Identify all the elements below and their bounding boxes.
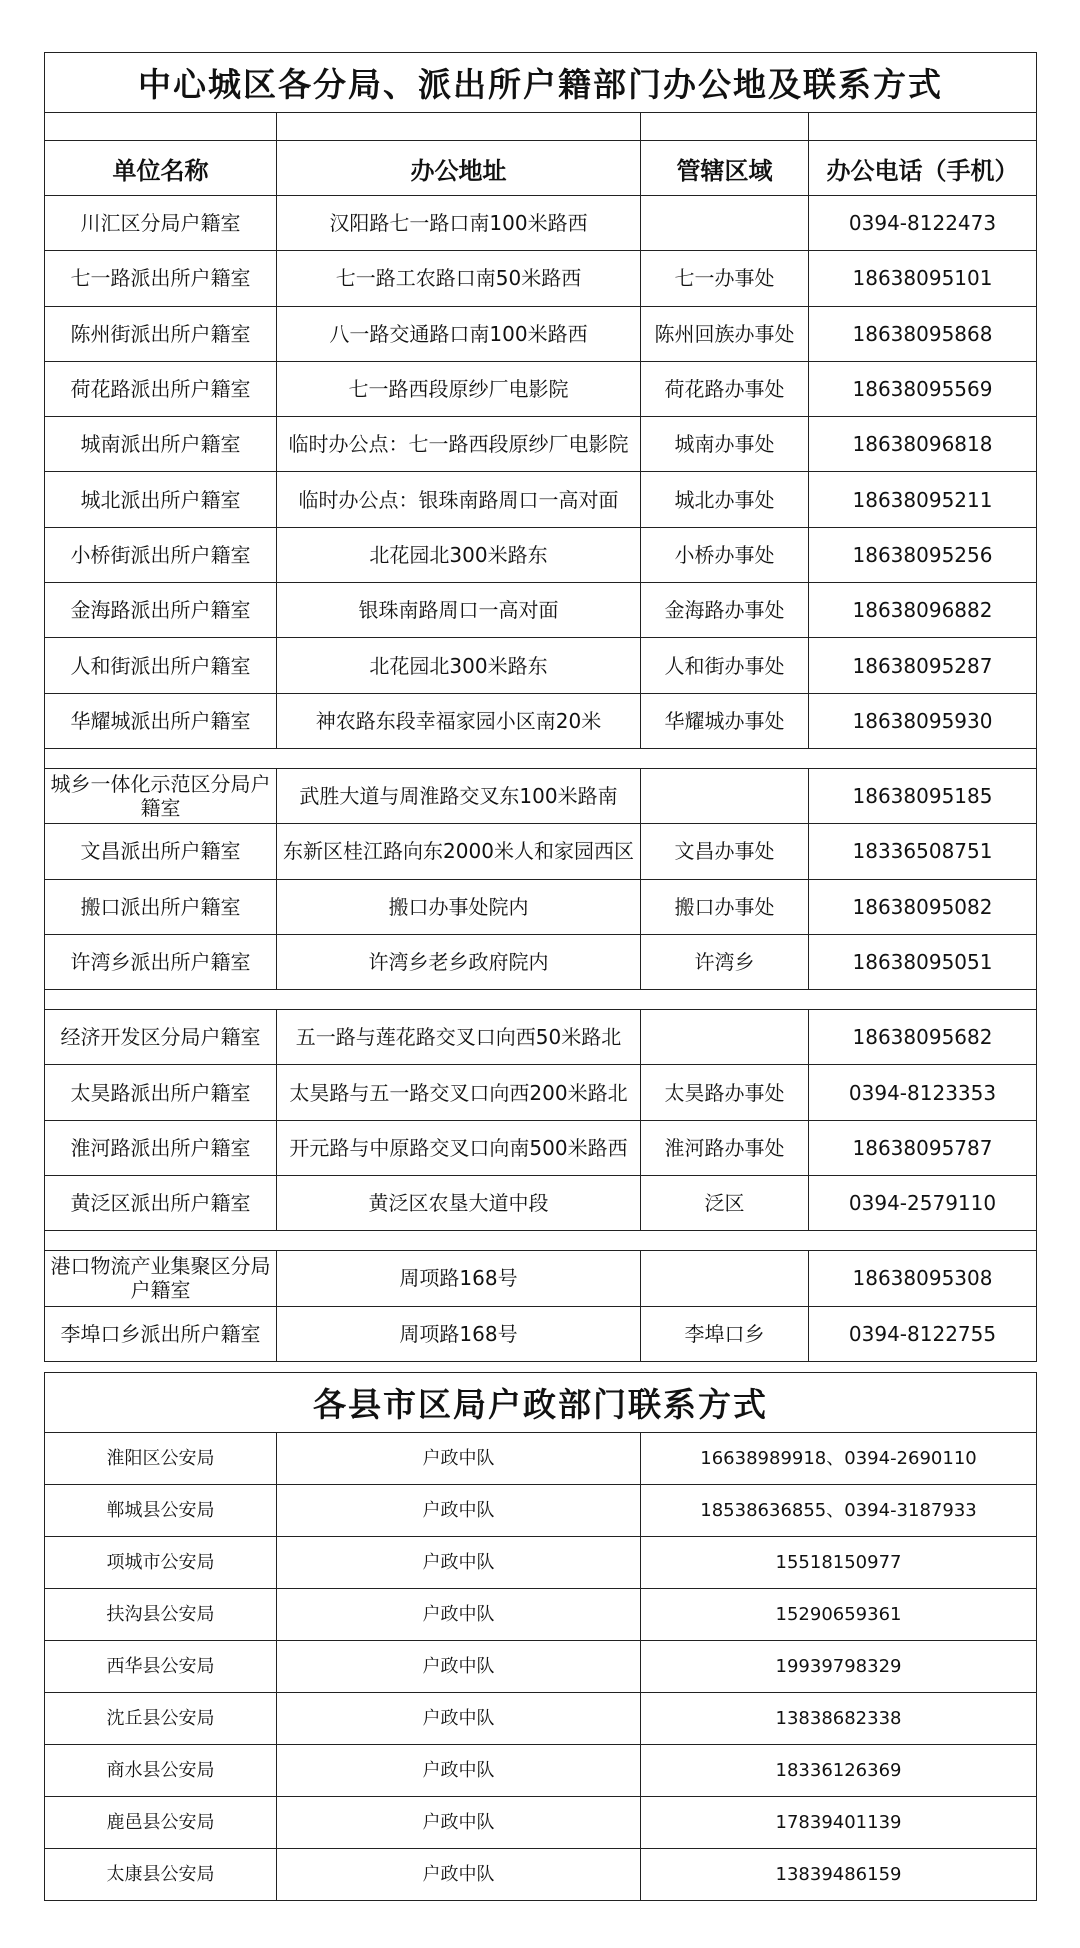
table-row	[45, 1120, 1037, 1175]
cell-unit-name: 黄泛区派出所户籍室	[45, 1176, 277, 1231]
table-row	[45, 306, 1037, 361]
cell-phone: 0394-8123353	[809, 1065, 1037, 1120]
cell-address: 许湾乡老乡政府院内	[277, 934, 641, 989]
table-row	[45, 583, 1037, 638]
cell-phone: 18638095569	[809, 361, 1037, 416]
cell-agency-name: 郸城县公安局	[45, 1485, 277, 1537]
cell-phone: 18638095787	[809, 1120, 1037, 1175]
cell-unit-name: 许湾乡派出所户籍室	[45, 934, 277, 989]
cell-address: 东新区桂江路向东2000米人和家园西区	[277, 824, 641, 879]
table-row	[45, 1251, 1037, 1306]
cell-department: 户政中队	[277, 1693, 641, 1745]
cell-area: 搬口办事处	[641, 879, 809, 934]
cell-department: 户政中队	[277, 1589, 641, 1641]
cell-unit-name: 城北派出所户籍室	[45, 472, 277, 527]
cell-phone: 16638989918、0394-2690110	[641, 1433, 1037, 1485]
cell-address: 五一路与莲花路交叉口向西50米路北	[277, 1010, 641, 1065]
group-separator	[45, 1231, 1037, 1251]
cell-address: 周项路168号	[277, 1251, 641, 1306]
household-office-table	[44, 52, 1037, 1362]
cell-phone: 18336508751	[809, 824, 1037, 879]
cell-area: 李埠口乡	[641, 1306, 809, 1361]
cell-address: 黄泛区农垦大道中段	[277, 1176, 641, 1231]
cell-agency-name: 西华县公安局	[45, 1641, 277, 1693]
table2-title: 各县市区局户政部门联系方式	[45, 1373, 1037, 1433]
table-row	[45, 1537, 1037, 1589]
cell-unit-name: 金海路派出所户籍室	[45, 583, 277, 638]
table-row	[45, 934, 1037, 989]
cell-address: 临时办公点：银珠南路周口一高对面	[277, 472, 641, 527]
cell-address: 北花园北300米路东	[277, 527, 641, 582]
cell-phone: 18638096818	[809, 417, 1037, 472]
table-row	[45, 1306, 1037, 1361]
cell-area: 淮河路办事处	[641, 1120, 809, 1175]
cell-phone: 18638095682	[809, 1010, 1037, 1065]
cell-phone: 18638095930	[809, 693, 1037, 748]
cell-area: 人和街办事处	[641, 638, 809, 693]
table-row	[45, 1485, 1037, 1537]
county-household-table	[44, 1372, 1037, 1901]
cell-area	[641, 196, 809, 251]
table-row	[45, 1065, 1037, 1120]
cell-address: 武胜大道与周淮路交叉东100米路南	[277, 768, 641, 823]
header-phone: 办公电话（手机）	[809, 141, 1037, 196]
cell-address: 汉阳路七一路口南100米路西	[277, 196, 641, 251]
table-row	[45, 693, 1037, 748]
cell-agency-name: 太康县公安局	[45, 1849, 277, 1901]
table-row	[45, 417, 1037, 472]
cell-department: 户政中队	[277, 1537, 641, 1589]
cell-address: 临时办公点：七一路西段原纱厂电影院	[277, 417, 641, 472]
cell-phone: 15518150977	[641, 1537, 1037, 1589]
cell-phone: 18638095287	[809, 638, 1037, 693]
table-row	[45, 1589, 1037, 1641]
table-row	[45, 196, 1037, 251]
cell-department: 户政中队	[277, 1433, 641, 1485]
cell-area	[641, 1251, 809, 1306]
cell-area: 荷花路办事处	[641, 361, 809, 416]
table-row	[45, 1641, 1037, 1693]
cell-agency-name: 商水县公安局	[45, 1745, 277, 1797]
cell-phone: 15290659361	[641, 1589, 1037, 1641]
cell-unit-name: 淮河路派出所户籍室	[45, 1120, 277, 1175]
cell-phone: 18638095082	[809, 879, 1037, 934]
cell-area	[641, 1010, 809, 1065]
table-row	[45, 638, 1037, 693]
cell-phone: 18638095868	[809, 306, 1037, 361]
cell-address: 太昊路与五一路交叉口向西200米路北	[277, 1065, 641, 1120]
cell-phone: 0394-2579110	[809, 1176, 1037, 1231]
cell-area: 小桥办事处	[641, 527, 809, 582]
header-area: 管辖区域	[641, 141, 809, 196]
cell-address: 北花园北300米路东	[277, 638, 641, 693]
cell-phone: 13838682338	[641, 1693, 1037, 1745]
cell-unit-name: 太昊路派出所户籍室	[45, 1065, 277, 1120]
cell-address: 七一路工农路口南50米路西	[277, 251, 641, 306]
cell-area	[641, 768, 809, 823]
cell-department: 户政中队	[277, 1641, 641, 1693]
cell-unit-name: 人和街派出所户籍室	[45, 638, 277, 693]
cell-unit-name: 文昌派出所户籍室	[45, 824, 277, 879]
table-row	[45, 1849, 1037, 1901]
cell-unit-name: 荷花路派出所户籍室	[45, 361, 277, 416]
cell-area: 金海路办事处	[641, 583, 809, 638]
cell-agency-name: 鹿邑县公安局	[45, 1797, 277, 1849]
cell-unit-name: 经济开发区分局户籍室	[45, 1010, 277, 1065]
cell-area: 华耀城办事处	[641, 693, 809, 748]
cell-phone: 18638095256	[809, 527, 1037, 582]
cell-phone: 19939798329	[641, 1641, 1037, 1693]
cell-agency-name: 项城市公安局	[45, 1537, 277, 1589]
table-row	[45, 768, 1037, 823]
table-row	[45, 472, 1037, 527]
cell-address: 搬口办事处院内	[277, 879, 641, 934]
cell-unit-name: 港口物流产业集聚区分局户籍室	[45, 1251, 277, 1306]
cell-agency-name: 沈丘县公安局	[45, 1693, 277, 1745]
cell-address: 周项路168号	[277, 1306, 641, 1361]
cell-phone: 18638095185	[809, 768, 1037, 823]
table-row	[45, 1433, 1037, 1485]
cell-phone: 0394-8122755	[809, 1306, 1037, 1361]
table-row	[45, 1693, 1037, 1745]
cell-area: 太昊路办事处	[641, 1065, 809, 1120]
header-unit-name: 单位名称	[45, 141, 277, 196]
cell-unit-name: 陈州街派出所户籍室	[45, 306, 277, 361]
header-address: 办公地址	[277, 141, 641, 196]
cell-address: 八一路交通路口南100米路西	[277, 306, 641, 361]
cell-department: 户政中队	[277, 1485, 641, 1537]
group-separator	[45, 748, 1037, 768]
cell-phone: 18538636855、0394-3187933	[641, 1485, 1037, 1537]
cell-phone: 18638095101	[809, 251, 1037, 306]
cell-address: 银珠南路周口一高对面	[277, 583, 641, 638]
cell-phone: 18638095211	[809, 472, 1037, 527]
table-row	[45, 1745, 1037, 1797]
table1-title: 中心城区各分局、派出所户籍部门办公地及联系方式	[45, 53, 1037, 113]
table-row	[45, 1176, 1037, 1231]
cell-area: 城南办事处	[641, 417, 809, 472]
cell-phone: 18638095051	[809, 934, 1037, 989]
cell-agency-name: 淮阳区公安局	[45, 1433, 277, 1485]
cell-phone: 13839486159	[641, 1849, 1037, 1901]
cell-department: 户政中队	[277, 1797, 641, 1849]
cell-area: 文昌办事处	[641, 824, 809, 879]
cell-agency-name: 扶沟县公安局	[45, 1589, 277, 1641]
table-row	[45, 251, 1037, 306]
blank-row	[45, 113, 1037, 141]
cell-unit-name: 搬口派出所户籍室	[45, 879, 277, 934]
table-row	[45, 879, 1037, 934]
cell-address: 神农路东段幸福家园小区南20米	[277, 693, 641, 748]
cell-area: 泛区	[641, 1176, 809, 1231]
header-row	[45, 141, 1037, 196]
table-row	[45, 824, 1037, 879]
cell-area: 陈州回族办事处	[641, 306, 809, 361]
cell-unit-name: 李埠口乡派出所户籍室	[45, 1306, 277, 1361]
cell-area: 许湾乡	[641, 934, 809, 989]
cell-address: 开元路与中原路交叉口向南500米路西	[277, 1120, 641, 1175]
cell-department: 户政中队	[277, 1849, 641, 1901]
cell-phone: 18638095308	[809, 1251, 1037, 1306]
cell-unit-name: 华耀城派出所户籍室	[45, 693, 277, 748]
cell-area: 七一办事处	[641, 251, 809, 306]
cell-unit-name: 川汇区分局户籍室	[45, 196, 277, 251]
table-row	[45, 361, 1037, 416]
cell-unit-name: 七一路派出所户籍室	[45, 251, 277, 306]
cell-unit-name: 城乡一体化示范区分局户籍室	[45, 768, 277, 823]
cell-unit-name: 城南派出所户籍室	[45, 417, 277, 472]
table-row	[45, 527, 1037, 582]
table-row	[45, 1010, 1037, 1065]
cell-area: 城北办事处	[641, 472, 809, 527]
cell-phone: 18336126369	[641, 1745, 1037, 1797]
cell-phone: 17839401139	[641, 1797, 1037, 1849]
cell-department: 户政中队	[277, 1745, 641, 1797]
cell-unit-name: 小桥街派出所户籍室	[45, 527, 277, 582]
cell-address: 七一路西段原纱厂电影院	[277, 361, 641, 416]
group-separator	[45, 990, 1037, 1010]
table-row	[45, 1797, 1037, 1849]
cell-phone: 0394-8122473	[809, 196, 1037, 251]
cell-phone: 18638096882	[809, 583, 1037, 638]
